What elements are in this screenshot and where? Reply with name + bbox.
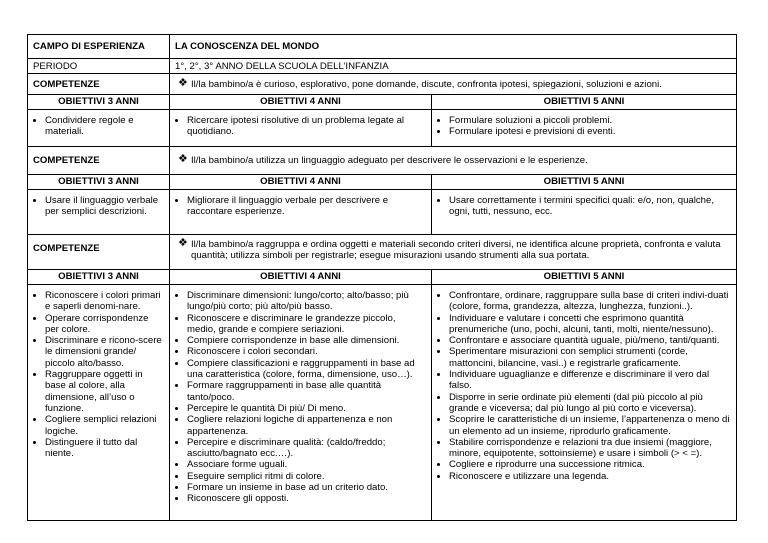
- objective-item: • Distinguere il tutto dal niente.: [45, 437, 164, 460]
- objectives-header-row: [28, 175, 737, 190]
- ob3-header: OBIETTIVI 3 ANNI: [28, 95, 170, 110]
- diamond-bullet-icon: ❖: [178, 153, 188, 165]
- objective-item: • Operare corrispondenze per colore.: [45, 313, 164, 336]
- objective-item: • Confrontare, ordinare, raggruppare sulla base di criteri indivi-duati (colore, forma, grandezza, altezza, lunghezza, funzioni..).: [449, 290, 731, 313]
- competenze-row: [28, 235, 737, 270]
- objective-item: • Percepire le quantità Di più/ Di meno.: [187, 403, 426, 414]
- ob5-header: OBIETTIVI 5 ANNI: [432, 175, 737, 190]
- campo-label: CAMPO DI ESPERIENZA: [28, 35, 170, 59]
- ob5-cell: [432, 285, 737, 521]
- objective-item: • Compiere classificazioni e raggruppamenti in base ad una caratteristica (colore, forma, dimensione, uso…).: [187, 358, 426, 381]
- objective-item: • Scoprire le caratteristiche di un insieme, l’appartenenza o meno di un elemento ad un insieme, riprodurlo graficamente.: [449, 414, 731, 437]
- objective-item: • Formulare soluzioni a piccoli problemi.: [449, 115, 731, 126]
- ob5-cell: [432, 110, 737, 147]
- ob3-header: OBIETTIVI 3 ANNI: [28, 270, 170, 285]
- competenze-row: [28, 74, 737, 95]
- objective-item: • Condividere regole e materiali.: [45, 115, 164, 138]
- competenza-text: [170, 147, 737, 175]
- objective-item: • Formare un insieme in base ad un criterio dato.: [187, 482, 426, 493]
- periodo-value: 1°, 2°, 3° ANNO DELLA SCUOLA DELL’INFANZIA: [170, 59, 737, 74]
- objective-item: • Riconoscere i colori secondari.: [187, 346, 426, 357]
- objective-item: • Migliorare il linguaggio verbale per descrivere e raccontare esperienze.: [187, 195, 426, 218]
- objective-item: • Compiere corrispondenze in base alle dimensioni.: [187, 335, 426, 346]
- ob4-header: OBIETTIVI 4 ANNI: [170, 175, 432, 190]
- objective-item: • Confrontare e associare quantità uguale, più/meno, tanti/quanti.: [449, 335, 731, 346]
- competenze-row: [28, 147, 737, 175]
- objective-item: • Discriminare e ricono-scere le dimensioni grande/ piccolo alto/basso.: [45, 335, 164, 369]
- campo-row: [28, 35, 737, 59]
- competenza-text: [170, 235, 737, 270]
- objective-item: • Cogliere semplici relazioni logiche.: [45, 414, 164, 437]
- objectives-row: [28, 110, 737, 147]
- ob3-cell: [28, 285, 170, 521]
- ob4-cell: [170, 110, 432, 147]
- objective-item: • Usare correttamente i termini specifici quali: e/o, non, qualche, ogni, tutti, nessuno, ecc.: [449, 195, 731, 218]
- competenze-label: COMPETENZE: [28, 74, 170, 95]
- objective-item: • Formulare ipotesi e previsioni di eventi.: [449, 126, 731, 137]
- objective-item: • Individuare uguaglianze e differenze e discriminare il vero dal falso.: [449, 369, 731, 392]
- ob3-cell: [28, 110, 170, 147]
- ob4-cell: [170, 285, 432, 521]
- objective-item: • Cogliere relazioni logiche di appartenenza e non appartenenza.: [187, 414, 426, 437]
- objective-item: • Ricercare ipotesi risolutive di un problema legate al quotidiano.: [187, 115, 426, 138]
- objective-item: • Raggruppare oggetti in base al colore, alla dimensione, all’uso o funzione.: [45, 369, 164, 414]
- objective-item: • Associare forme uguali.: [187, 459, 426, 470]
- ob3-cell: [28, 190, 170, 235]
- diamond-bullet-icon: ❖: [178, 237, 188, 249]
- objectives-header-row: [28, 95, 737, 110]
- curriculum-table: [27, 34, 737, 521]
- competenze-label: COMPETENZE: [28, 147, 170, 175]
- objective-item: • Eseguire semplici ritmi di colore.: [187, 471, 426, 482]
- objective-item: • Formare raggruppamenti in base alle quantità tanto/poco.: [187, 380, 426, 403]
- objective-item: • Riconoscere e discriminare le grandezze piccolo, medio, grande e compiere seriazioni.: [187, 313, 426, 336]
- ob4-header: OBIETTIVI 4 ANNI: [170, 270, 432, 285]
- objective-item: • Riconoscere i colori primari e saperli denomi-nare.: [45, 290, 164, 313]
- campo-value: LA CONOSCENZA DEL MONDO: [170, 35, 737, 59]
- competenza-desc: Il/la bambino/a è curioso, esplorativo, pone domande, discute, confronta ipotesi, spiegazioni, soluzioni e azioni.: [191, 79, 662, 90]
- competenza-desc: Il/la bambino/a raggruppa e ordina oggetti e materiali secondo criteri diversi, ne identifica alcune proprietà, confronta e valuta quantità; utilizza simboli per registrarle; esegue misurazioni usando strumenti alla sua portata.: [191, 239, 721, 262]
- objective-item: • Sperimentare misurazioni con semplici strumenti (corde, mattoncini, bilancine, vasi..) e registrarle graficamente.: [449, 346, 731, 369]
- objectives-row: [28, 190, 737, 235]
- objective-item: • Discriminare dimensioni: lungo/corto; alto/basso; più lungo/più corto; più alto/più basso.: [187, 290, 426, 313]
- diamond-bullet-icon: ❖: [178, 77, 188, 89]
- objective-item: • Stabilire corrispondenze e relazioni tra due insiemi (maggiore, minore, equipotente, sottoinsieme) e usare i simboli (> < =).: [449, 437, 731, 460]
- competenze-label: COMPETENZE: [28, 235, 170, 270]
- objective-item: • Usare il linguaggio verbale per semplici descrizioni.: [45, 195, 164, 218]
- ob5-header: OBIETTIVI 5 ANNI: [432, 95, 737, 110]
- objective-item: • Percepire e discriminare qualità: (caldo/freddo; asciutto/bagnato ecc.…).: [187, 437, 426, 460]
- objectives-header-row: [28, 270, 737, 285]
- periodo-row: [28, 59, 737, 74]
- objective-item: • Individuare e valutare i concetti che esprimono quantità prenumeriche (uno, pochi, alcuni, tanti, molti, niente/nessuno).: [449, 313, 731, 336]
- periodo-label: PERIODO: [28, 59, 170, 74]
- curriculum-document: [27, 34, 736, 521]
- ob3-header: OBIETTIVI 3 ANNI: [28, 175, 170, 190]
- objective-item: • Cogliere e riprodurre una successione ritmica.: [449, 459, 731, 470]
- objective-item: • Riconoscere gli opposti.: [187, 493, 426, 504]
- ob4-header: OBIETTIVI 4 ANNI: [170, 95, 432, 110]
- competenza-text: [170, 74, 737, 95]
- ob5-cell: [432, 190, 737, 235]
- ob5-header: OBIETTIVI 5 ANNI: [432, 270, 737, 285]
- objective-item: • Riconoscere e utilizzare una legenda.: [449, 471, 731, 482]
- objective-item: • Disporre in serie ordinate più elementi (dal più piccolo al più grande e viceversa; dal più lungo al più corto e viceversa).: [449, 392, 731, 415]
- competenza-desc: Il/la bambino/a utilizza un linguaggio adeguato per descrivere le osservazioni e le esperienze.: [191, 155, 588, 166]
- objectives-row: [28, 285, 737, 521]
- ob4-cell: [170, 190, 432, 235]
